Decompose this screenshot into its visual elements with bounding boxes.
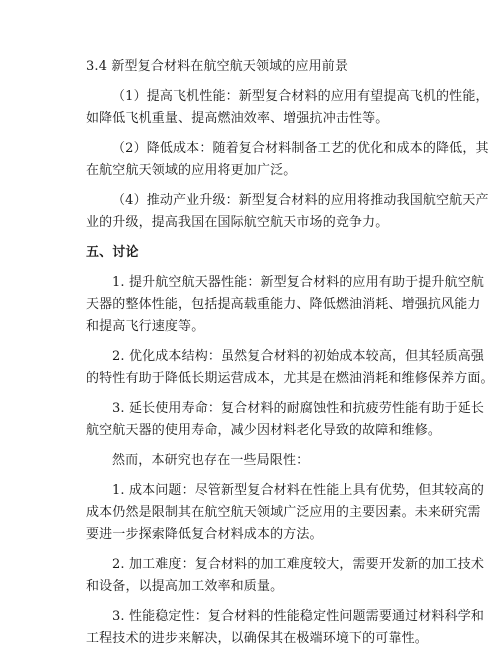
paragraph-line: 航空航天器的使用寿命，减少因材料老化导致的故障和维修。 [86, 423, 442, 438]
paragraph-line: 和设备，以提高加工效率和质量。 [86, 579, 284, 594]
paragraph-line: 工程技术的进步来解决，以确保其在极端环境下的可靠性。 [86, 631, 428, 646]
paragraph-line: 2. 加工难度：复合材料的加工难度较大，需要开发新的加工技术 [112, 557, 485, 572]
section-heading-3-4: 3.4 新型复合材料在航空航天领域的应用前景 [86, 59, 349, 74]
paragraph-line: 业的升级，提高我国在国际航空航天市场的竞争力。 [86, 215, 389, 230]
paragraph-line: 要进一步探索降低复合材料成本的方法。 [86, 527, 323, 542]
paragraph-line: 的特性有助于降低长期运营成本，尤其是在燃油消耗和维修保养方面。 [86, 371, 494, 386]
paragraph-line: 天器的整体性能，包括提高载重能力、降低燃油消耗、增强抗风能力 [86, 297, 481, 312]
paragraph-line: 在航空航天领域的应用将更加广泛。 [86, 163, 297, 178]
section-heading-discussion: 五、讨论 [86, 245, 139, 260]
paragraph-limitation-3 [86, 606, 485, 650]
paragraph-line: 2. 优化成本结构：虽然复合材料的初始成本较高，但其轻质高强 [112, 349, 485, 364]
page-content [86, 56, 494, 650]
paragraph-prospect-4 [86, 190, 489, 234]
paragraph-discussion-3 [86, 398, 485, 442]
paragraph-prospect-2 [86, 138, 489, 182]
paragraph-line: 3. 性能稳定性：复合材料的性能稳定性问题需要通过材料科学和 [112, 609, 485, 624]
paragraph-limitation-1 [86, 480, 485, 546]
paragraph-line: 3. 延长使用寿命：复合材料的耐腐蚀性和抗疲劳性能有助于延长 [112, 401, 485, 416]
paragraph-line: （4）推动产业升级：新型复合材料的应用将推动我国航空航天产 [112, 193, 489, 208]
paragraph-line: 如降低飞机重量、提高燃油效率、增强抗冲击性等。 [86, 111, 389, 126]
paragraph-line: （2）降低成本：随着复合材料制备工艺的优化和成本的降低，其 [112, 141, 489, 156]
limitations-intro: 然而，本研究也存在一些局限性： [112, 453, 310, 468]
paragraph-line: 和提高飞行速度等。 [86, 319, 205, 334]
paragraph-discussion-1 [86, 272, 485, 338]
paragraph-line: 1. 提升航空航天器性能：新型复合材料的应用有助于提升航空航 [112, 275, 485, 290]
paragraph-limitation-2 [86, 554, 485, 598]
paragraph-line: （1）提高飞机性能：新型复合材料的应用有望提高飞机的性能， [112, 89, 489, 104]
paragraph-line: 1. 成本问题：尽管新型复合材料在性能上具有优势，但其较高的 [112, 483, 485, 498]
paragraph-line: 成本仍然是限制其在航空航天领域广泛应用的主要因素。未来研究需 [86, 505, 481, 520]
paragraph-discussion-2 [86, 346, 494, 390]
paragraph-prospect-1 [86, 86, 489, 130]
